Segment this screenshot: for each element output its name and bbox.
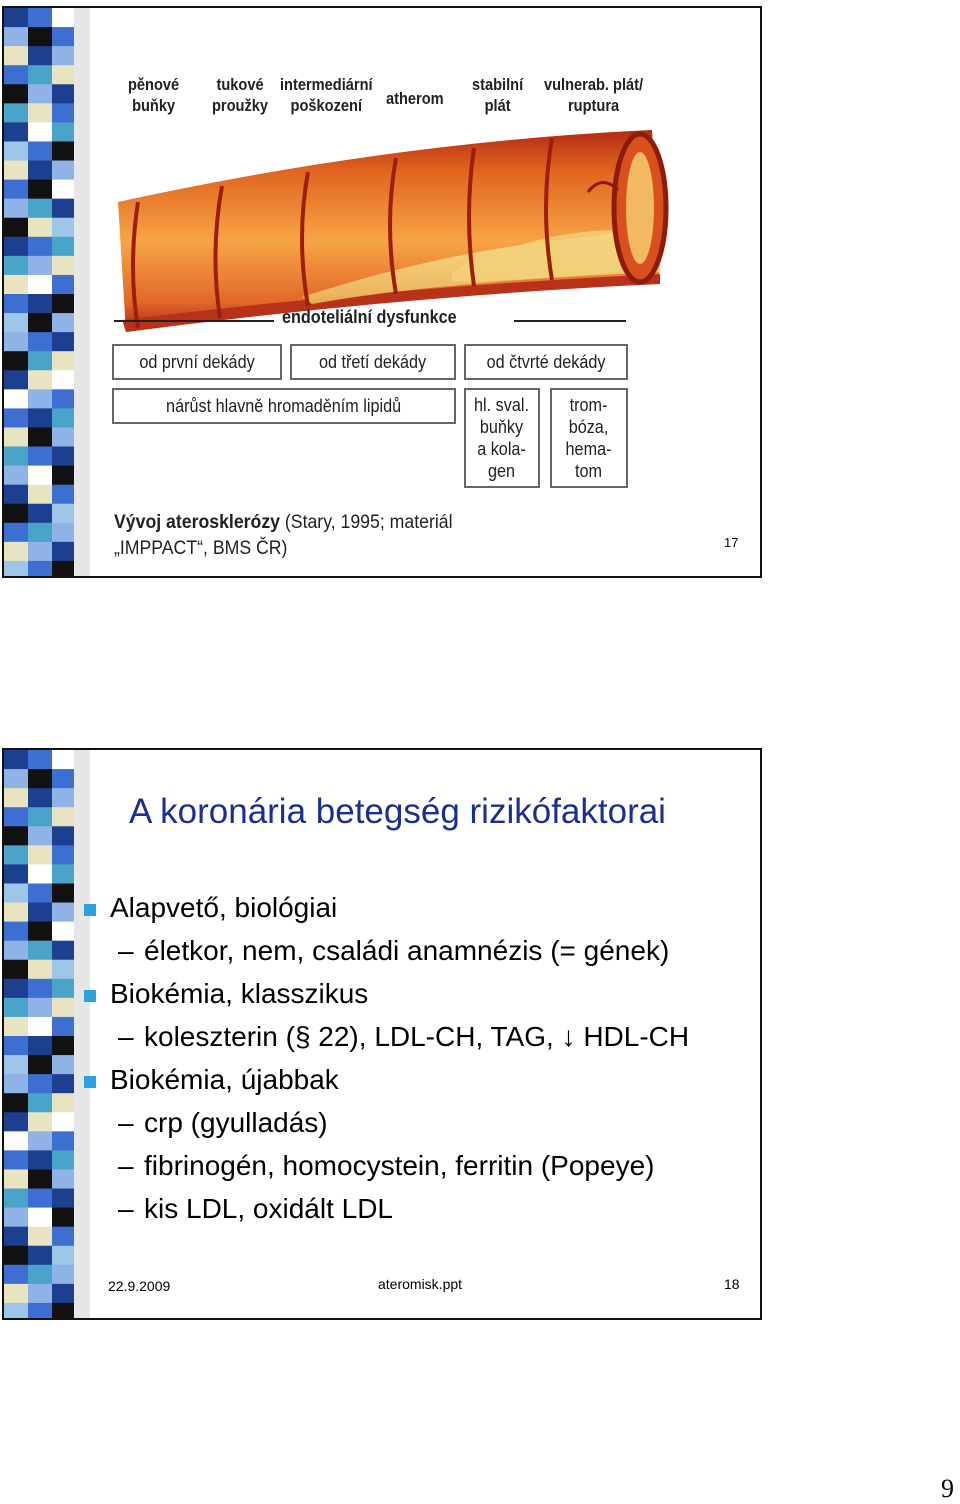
dysfunction-label: endoteliální dysfunkce xyxy=(282,307,457,327)
artery-illustration xyxy=(112,122,672,337)
decorative-strip xyxy=(4,8,90,578)
decade-box-first: od první dekády xyxy=(112,344,282,380)
decade-box-third: od třetí dekády xyxy=(290,344,456,380)
figure-caption: Vývoj aterosklerózy (Stary, 1995; materiál „IMPPACT“, BMS ČR) xyxy=(114,512,453,559)
stage-label-foam-cells: pěnové buňky xyxy=(128,75,180,115)
thrombosis-box: trom- bóza, hema- tom xyxy=(550,388,628,488)
slide-number: 18 xyxy=(724,1276,740,1292)
bullet-item: Biokémia, újabbak xyxy=(80,1058,689,1101)
dash-icon: – xyxy=(118,1193,134,1224)
sub-bullet-item: – életkor, nem, családi anamnézis (= gének) xyxy=(80,929,689,972)
bullet-item: Biokémia, klasszikus xyxy=(80,972,689,1015)
dysfunction-line-right xyxy=(514,320,626,322)
slide-number: 17 xyxy=(724,535,739,550)
decade-box-fourth: od čtvrté dekády xyxy=(464,344,628,380)
footer-filename: ateromisk.ppt xyxy=(378,1276,463,1292)
stage-label-stable-plaque: stabilní plát xyxy=(472,75,524,115)
dash-icon: – xyxy=(118,1107,134,1138)
smc-collagen-box: hl. sval. buňky a kola- gen xyxy=(464,388,540,488)
sub-bullet-item: – crp (gyulladás) xyxy=(80,1101,689,1144)
bullet-square-icon xyxy=(84,1076,96,1088)
dash-icon: – xyxy=(118,935,134,966)
stage-label-intermediate: intermediární poškození xyxy=(280,75,373,115)
bullet-square-icon xyxy=(84,990,96,1002)
footer-date: 22.9.2009 xyxy=(108,1278,171,1294)
dash-icon: – xyxy=(118,1150,134,1181)
atherosclerosis-figure xyxy=(104,66,664,559)
stage-label-atheroma: atherom xyxy=(386,89,444,108)
down-arrow-icon: ↓ xyxy=(561,1021,576,1052)
bullet-item: Alapvető, biológiai xyxy=(80,886,689,929)
slide-18 xyxy=(2,748,762,1320)
stage-label-vulnerable-plaque: vulnerab. plát/ ruptura xyxy=(544,75,644,115)
bullet-list xyxy=(80,886,689,1230)
dash-icon: – xyxy=(118,1021,134,1052)
sub-bullet-item: – kis LDL, oxidált LDL xyxy=(80,1187,689,1230)
page-number: 9 xyxy=(941,1474,954,1503)
sub-bullet-item: – fibrinogén, homocystein, ferritin (Popeye) xyxy=(80,1144,689,1187)
slide-title: A koronária betegség rizikófaktorai xyxy=(129,792,666,831)
slide-17 xyxy=(2,6,762,578)
lipid-box: nárůst hlavně hromaděním lipidů xyxy=(112,388,456,424)
decorative-strip xyxy=(4,750,90,1320)
dysfunction-line-left xyxy=(114,320,274,322)
bullet-square-icon xyxy=(84,904,96,916)
sub-bullet-item: – koleszterin (§ 22), LDL-CH, TAG, ↓ HDL-CH xyxy=(80,1015,689,1058)
stage-label-fatty-streaks: tukové proužky xyxy=(212,75,269,115)
